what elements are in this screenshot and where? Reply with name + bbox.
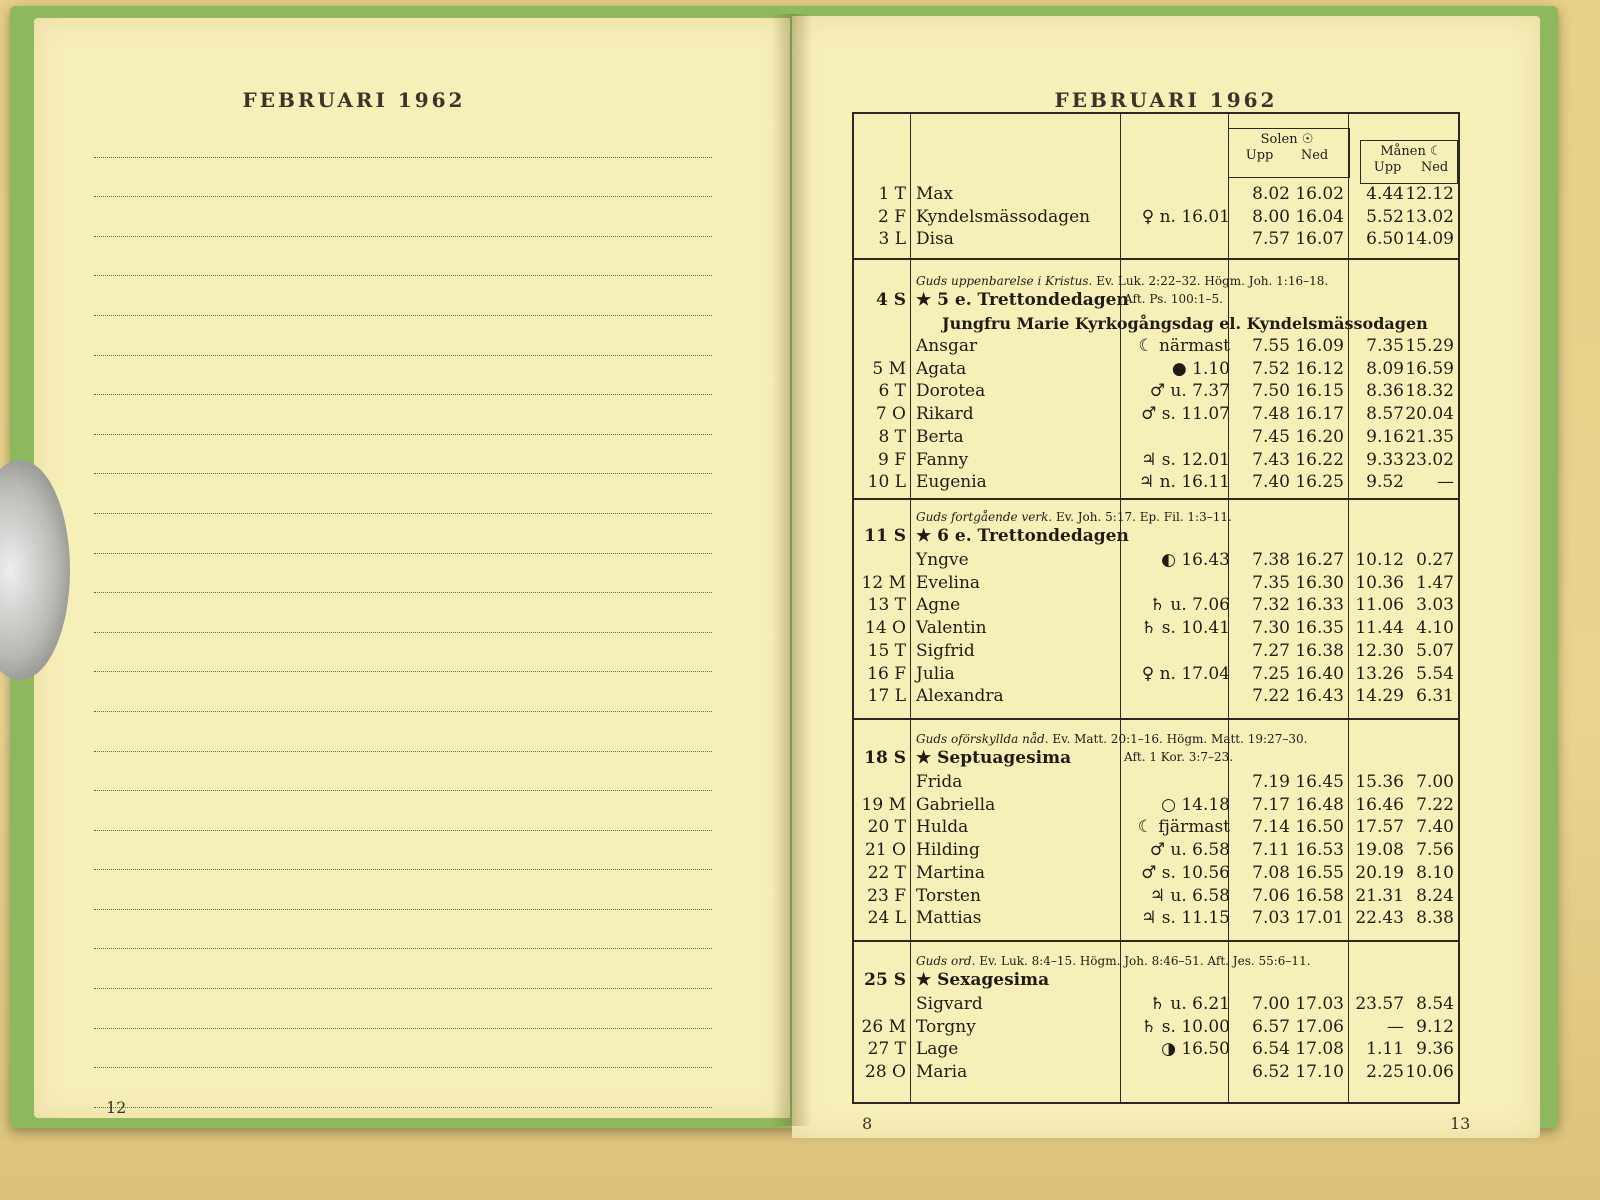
astro-event: ♄ u. 6.21 (1149, 994, 1230, 1014)
moonset: 9.12 (1416, 1016, 1454, 1037)
sunset: 16.48 (1295, 794, 1344, 815)
sunrise: 7.25 (1252, 663, 1290, 684)
moonset: 6.31 (1416, 686, 1454, 707)
moonset: 10.06 (1405, 1062, 1454, 1083)
day-number: 13 T (867, 595, 906, 616)
sun-set-header: Ned (1300, 148, 1329, 163)
moonrise: 21.31 (1355, 885, 1404, 906)
sunset: 16.45 (1295, 772, 1344, 792)
writing-line (94, 435, 712, 475)
day-number: 8 T (878, 426, 906, 447)
day-number: 23 F (867, 885, 906, 906)
day-number: 3 L (878, 229, 906, 250)
moonrise: 19.08 (1355, 840, 1404, 861)
writing-line (94, 870, 712, 910)
calendar-row (854, 450, 1458, 473)
astro-event: ♃ u. 6.58 (1149, 885, 1230, 906)
writing-line (94, 474, 712, 514)
moonset: 23.02 (1405, 449, 1454, 470)
moonset: 3.03 (1416, 595, 1454, 616)
moonset: 16.59 (1405, 358, 1454, 379)
calendar-row (854, 595, 1458, 618)
moonrise: 13.26 (1355, 663, 1404, 684)
sunset: 16.38 (1295, 640, 1344, 661)
moonset: 5.54 (1416, 663, 1454, 684)
week-theme (916, 732, 1307, 746)
moonset: 13.02 (1405, 206, 1454, 227)
moon-set-header: Ned (1420, 160, 1449, 175)
sunset: 16.27 (1295, 550, 1344, 570)
writing-line (94, 989, 712, 1029)
day-number: 10 L (867, 472, 906, 493)
sunset: 16.07 (1295, 229, 1344, 250)
day-number: 19 M (861, 794, 906, 815)
sunset: 16.25 (1295, 472, 1344, 493)
name-day: Maria (916, 1062, 968, 1083)
moonrise: 10.36 (1355, 572, 1404, 593)
moonrise: 14.29 (1355, 686, 1404, 707)
astro-event: ☾ närmast (1138, 336, 1230, 356)
name-day: Torgny (916, 1016, 976, 1037)
sunset: 16.43 (1295, 686, 1344, 707)
name-day: Sigfrid (916, 640, 975, 661)
calendar-row (854, 618, 1458, 641)
sunset: 16.50 (1295, 817, 1344, 838)
sunrise: 6.57 (1252, 1016, 1290, 1037)
writing-line (94, 633, 712, 673)
sunday-date: 4 S (875, 290, 906, 310)
moonrise: 5.52 (1366, 206, 1404, 227)
book-gutter (772, 14, 812, 1126)
sunrise: 6.54 (1252, 1039, 1290, 1060)
right-page-title: FEBRUARI 1962 (1054, 88, 1278, 112)
sunday-date: 25 S (864, 970, 906, 990)
sunrise: 7.06 (1252, 885, 1290, 906)
sun-header-label: Solen ☉ (1260, 132, 1314, 147)
moonrise: 8.36 (1366, 381, 1404, 402)
name-day: Disa (916, 229, 954, 250)
writing-line (94, 316, 712, 356)
name-day: Eugenia (916, 472, 987, 493)
name-day: Alexandra (916, 686, 1004, 707)
astro-event: ♃ n. 16.11 (1138, 472, 1230, 493)
moonset: 15.29 (1405, 336, 1454, 356)
week-theme (916, 510, 1232, 524)
sunset: 16.17 (1295, 404, 1344, 425)
moonset: 7.40 (1416, 817, 1454, 838)
calendar-row (854, 184, 1458, 207)
moonrise: 20.19 (1355, 862, 1404, 883)
name-day: Yngve (916, 550, 969, 570)
writing-line (94, 118, 712, 158)
sun-rise-header: Upp (1245, 148, 1274, 163)
sunrise: 7.57 (1252, 229, 1290, 250)
left-page (34, 18, 790, 1118)
week-theme (916, 954, 1311, 968)
astro-event: ♂ s. 10.56 (1141, 862, 1230, 883)
name-day: Hilding (916, 840, 980, 861)
moonrise: 16.46 (1355, 794, 1404, 815)
moon-header (1364, 144, 1458, 176)
writing-line (94, 276, 712, 316)
moonrise: 6.50 (1366, 229, 1404, 250)
day-number: 15 T (867, 640, 906, 661)
moonrise: 17.57 (1355, 817, 1404, 838)
day-number: 2 F (877, 206, 906, 227)
calendar-row (854, 1062, 1458, 1085)
calendar-row (854, 908, 1458, 931)
astro-event: ♂ s. 11.07 (1141, 404, 1230, 425)
name-day: Agne (916, 595, 961, 616)
week-readings: Ev. Luk. 2:22–32. Högm. Joh. 1:16–18. (1096, 274, 1329, 288)
day-number: 22 T (867, 862, 906, 883)
moon-header-label: Månen ☾ (1380, 144, 1442, 159)
sunset: 16.02 (1295, 184, 1344, 204)
name-day: Ansgar (916, 336, 978, 356)
moonset: 20.04 (1405, 404, 1454, 425)
name-day: Sigvard (916, 994, 983, 1014)
moonrise: 8.09 (1366, 358, 1404, 379)
sunset: 16.20 (1295, 426, 1344, 447)
calendar-row (854, 795, 1458, 818)
calendar-row (854, 229, 1458, 252)
name-day: Fanny (916, 449, 969, 470)
feast-day: Jungfru Marie Kyrkogångsdag el. Kyndelsmässodagen (942, 314, 1428, 333)
day-number: 28 O (865, 1062, 906, 1083)
writing-line (94, 910, 712, 950)
moonset: 8.24 (1416, 885, 1454, 906)
writing-line (94, 197, 712, 237)
writing-line (94, 1068, 712, 1108)
moonset: 8.54 (1416, 994, 1454, 1014)
sunrise: 7.38 (1252, 550, 1290, 570)
sunrise: 7.43 (1252, 449, 1290, 470)
sunrise: 7.30 (1252, 618, 1290, 639)
calendar-row (854, 1017, 1458, 1040)
name-day: Martina (916, 862, 986, 883)
astro-event: ♄ u. 7.06 (1149, 595, 1230, 616)
moonrise: 11.06 (1355, 595, 1404, 616)
name-day: Max (916, 184, 954, 204)
moonset: — (1437, 472, 1454, 493)
week-divider (854, 258, 1458, 260)
week-theme-text: Guds oförskyllda nåd. (916, 732, 1049, 746)
day-number: 7 O (875, 404, 906, 425)
left-page-number: 12 (106, 1098, 127, 1117)
day-number: 24 L (867, 908, 906, 929)
name-day: Rikard (916, 404, 974, 425)
sunset: 16.12 (1295, 358, 1344, 379)
sunset: 16.55 (1295, 862, 1344, 883)
sunrise: 7.00 (1252, 994, 1290, 1014)
evening-reading: Aft. Ps. 100:1–5. (1124, 292, 1223, 306)
name-day: Berta (916, 426, 964, 447)
sunrise: 8.00 (1252, 206, 1290, 227)
calendar-row (854, 840, 1458, 863)
name-day: Evelina (916, 572, 981, 593)
sunrise: 7.27 (1252, 640, 1290, 661)
calendar-row (854, 772, 1458, 795)
day-number: 1 T (878, 184, 906, 204)
sunset: 16.35 (1295, 618, 1344, 639)
sunrise: 7.50 (1252, 381, 1290, 402)
sunday-name: ★ Sexagesima (916, 970, 1050, 990)
moonset: 5.07 (1416, 640, 1454, 661)
sunset: 17.06 (1295, 1016, 1344, 1037)
sunrise: 7.22 (1252, 686, 1290, 707)
moonrise: 23.57 (1355, 994, 1404, 1014)
sunrise: 8.02 (1252, 184, 1290, 204)
calendar-row (854, 863, 1458, 886)
sunday-name: ★ 5 e. Trettondedagen (916, 290, 1129, 310)
sunrise: 7.35 (1252, 572, 1290, 593)
day-number: 16 F (867, 663, 906, 684)
name-day: Frida (916, 772, 963, 792)
astro-event: ♃ s. 11.15 (1141, 908, 1230, 929)
calendar-row (854, 472, 1458, 495)
sunday-name: ★ Septuagesima (916, 748, 1072, 768)
right-page-number: 13 (1450, 1114, 1471, 1133)
sunset: 17.03 (1295, 994, 1344, 1014)
astro-event: ☾ fjärmast (1137, 817, 1230, 838)
astro-event: ● 1.10 (1171, 358, 1230, 379)
moonset: 0.27 (1416, 550, 1454, 570)
moonset: 21.35 (1405, 426, 1454, 447)
calendar-row (854, 817, 1458, 840)
astro-event: ♃ s. 12.01 (1141, 449, 1230, 470)
moonset: 9.36 (1416, 1039, 1454, 1060)
astro-event: ◐ 16.43 (1161, 550, 1230, 570)
calendar-row (854, 686, 1458, 709)
name-day: Gabriella (916, 794, 996, 815)
sunrise: 6.52 (1252, 1062, 1290, 1083)
week-divider (854, 718, 1458, 720)
sunday-date: 11 S (864, 526, 906, 546)
moonset: 18.32 (1405, 381, 1454, 402)
calendar-row (854, 359, 1458, 382)
sunrise: 7.14 (1252, 817, 1290, 838)
sunset: 16.33 (1295, 595, 1344, 616)
day-number: 17 L (867, 686, 906, 707)
moonrise: 8.57 (1366, 404, 1404, 425)
week-divider (854, 498, 1458, 500)
writing-line (94, 593, 712, 633)
astro-event: ♀ n. 16.01 (1141, 206, 1230, 227)
right-page (792, 16, 1540, 1138)
writing-line (94, 712, 712, 752)
day-number: 21 O (865, 840, 906, 861)
calendar-row (854, 994, 1458, 1017)
writing-line (94, 158, 712, 198)
sunset: 16.04 (1295, 206, 1344, 227)
moonrise: 11.44 (1355, 618, 1404, 639)
sunset: 17.08 (1295, 1039, 1344, 1060)
name-day: Torsten (916, 885, 981, 906)
astro-event: ♂ u. 7.37 (1149, 381, 1230, 402)
calendar-table (852, 112, 1460, 1104)
sunset: 16.53 (1295, 840, 1344, 861)
moonrise: — (1387, 1016, 1404, 1037)
sunrise: 7.17 (1252, 794, 1290, 815)
week-readings: Ev. Luk. 8:4–15. Högm. Joh. 8:46–51. Aft. Jes. 55:6–11. (979, 954, 1311, 968)
calendar-row (854, 664, 1458, 687)
sunset: 16.09 (1295, 336, 1344, 356)
moonrise: 7.35 (1366, 336, 1404, 356)
week-theme (916, 274, 1328, 288)
writing-line (94, 791, 712, 831)
moonset: 7.00 (1416, 772, 1454, 792)
name-day: Agata (916, 358, 967, 379)
moonset: 12.12 (1405, 184, 1454, 204)
astro-event: ♄ s. 10.41 (1141, 618, 1230, 639)
moonset: 7.56 (1416, 840, 1454, 861)
sunrise: 7.03 (1252, 908, 1290, 929)
moonset: 8.10 (1416, 862, 1454, 883)
name-day: Lage (916, 1039, 959, 1060)
signature-mark: 8 (862, 1114, 873, 1133)
moonrise: 12.30 (1355, 640, 1404, 661)
name-day: Dorotea (916, 381, 986, 402)
day-number: 6 T (878, 381, 906, 402)
writing-line (94, 356, 712, 396)
astro-event: ♀ n. 17.04 (1141, 663, 1230, 684)
astro-event: ♄ s. 10.00 (1141, 1016, 1230, 1037)
name-day: Julia (916, 663, 955, 684)
sunset: 16.30 (1295, 572, 1344, 593)
moonrise: 4.44 (1366, 184, 1404, 204)
writing-line (94, 237, 712, 277)
calendar-row (854, 427, 1458, 450)
calendar-row (854, 381, 1458, 404)
calendar-row (854, 336, 1458, 359)
sunrise: 7.45 (1252, 426, 1290, 447)
day-number: 9 F (877, 449, 906, 470)
sunset: 16.58 (1295, 885, 1344, 906)
moonrise: 9.33 (1366, 449, 1404, 470)
moonrise: 10.12 (1355, 550, 1404, 570)
astro-event: ◑ 16.50 (1161, 1039, 1230, 1060)
moonset: 1.47 (1416, 572, 1454, 593)
writing-line (94, 514, 712, 554)
name-day: Valentin (916, 618, 987, 639)
ruled-lines (94, 118, 712, 1108)
day-number: 5 M (872, 358, 906, 379)
day-number: 27 T (867, 1039, 906, 1060)
sunset: 17.10 (1295, 1062, 1344, 1083)
sunrise: 7.48 (1252, 404, 1290, 425)
week-theme-text: Guds uppenbarelse i Kristus. (916, 274, 1093, 288)
sunday-date: 18 S (864, 748, 906, 768)
moon-rise-header: Upp (1373, 160, 1402, 175)
sunrise: 7.40 (1252, 472, 1290, 493)
name-day: Mattias (916, 908, 982, 929)
moonset: 7.22 (1416, 794, 1454, 815)
moonrise: 1.11 (1366, 1039, 1404, 1060)
astro-event: ♂ u. 6.58 (1149, 840, 1230, 861)
sunrise: 7.55 (1252, 336, 1290, 356)
sunset: 17.01 (1295, 908, 1344, 929)
sunset: 16.15 (1295, 381, 1344, 402)
moonrise: 15.36 (1355, 772, 1404, 792)
sunday-name: ★ 6 e. Trettondedagen (916, 526, 1129, 546)
calendar-row (854, 573, 1458, 596)
writing-line (94, 752, 712, 792)
sunrise: 7.11 (1252, 840, 1290, 861)
evening-reading: Aft. 1 Kor. 3:7–23. (1124, 750, 1234, 764)
astro-event: ○ 14.18 (1161, 794, 1230, 815)
moonset: 8.38 (1416, 908, 1454, 929)
name-day: Kyndelsmässodagen (916, 206, 1091, 227)
calendar-row (854, 404, 1458, 427)
writing-line (94, 672, 712, 712)
calendar-row (854, 1039, 1458, 1062)
sunrise: 7.52 (1252, 358, 1290, 379)
writing-line (94, 554, 712, 594)
week-readings: Ev. Matt. 20:1–16. Högm. Matt. 19:27–30. (1052, 732, 1308, 746)
day-number: 26 M (861, 1016, 906, 1037)
moonrise: 9.16 (1366, 426, 1404, 447)
moonset: 14.09 (1405, 229, 1454, 250)
left-page-title: FEBRUARI 1962 (242, 88, 466, 112)
week-readings: Ev. Joh. 5:17. Ep. Fil. 1:3–11. (1056, 510, 1232, 524)
name-day: Hulda (916, 817, 969, 838)
sunrise: 7.08 (1252, 862, 1290, 883)
day-number: 14 O (865, 618, 906, 639)
calendar-row (854, 886, 1458, 909)
moonset: 4.10 (1416, 618, 1454, 639)
sunrise: 7.32 (1252, 595, 1290, 616)
day-number: 12 M (861, 572, 906, 593)
week-divider (854, 940, 1458, 942)
calendar-row (854, 641, 1458, 664)
moonrise: 2.25 (1366, 1062, 1404, 1083)
moonrise: 9.52 (1366, 472, 1404, 493)
writing-line (94, 831, 712, 871)
day-number: 20 T (867, 817, 906, 838)
sunset: 16.40 (1295, 663, 1344, 684)
writing-line (94, 1029, 712, 1069)
sun-header (1232, 132, 1342, 164)
week-theme-text: Guds ord. (916, 954, 976, 968)
calendar-row (854, 207, 1458, 230)
calendar-row (854, 550, 1458, 573)
week-theme-text: Guds fortgående verk. (916, 510, 1053, 524)
sunrise: 7.19 (1252, 772, 1290, 792)
writing-line (94, 949, 712, 989)
writing-line (94, 395, 712, 435)
moonrise: 22.43 (1355, 908, 1404, 929)
sunset: 16.22 (1295, 449, 1344, 470)
